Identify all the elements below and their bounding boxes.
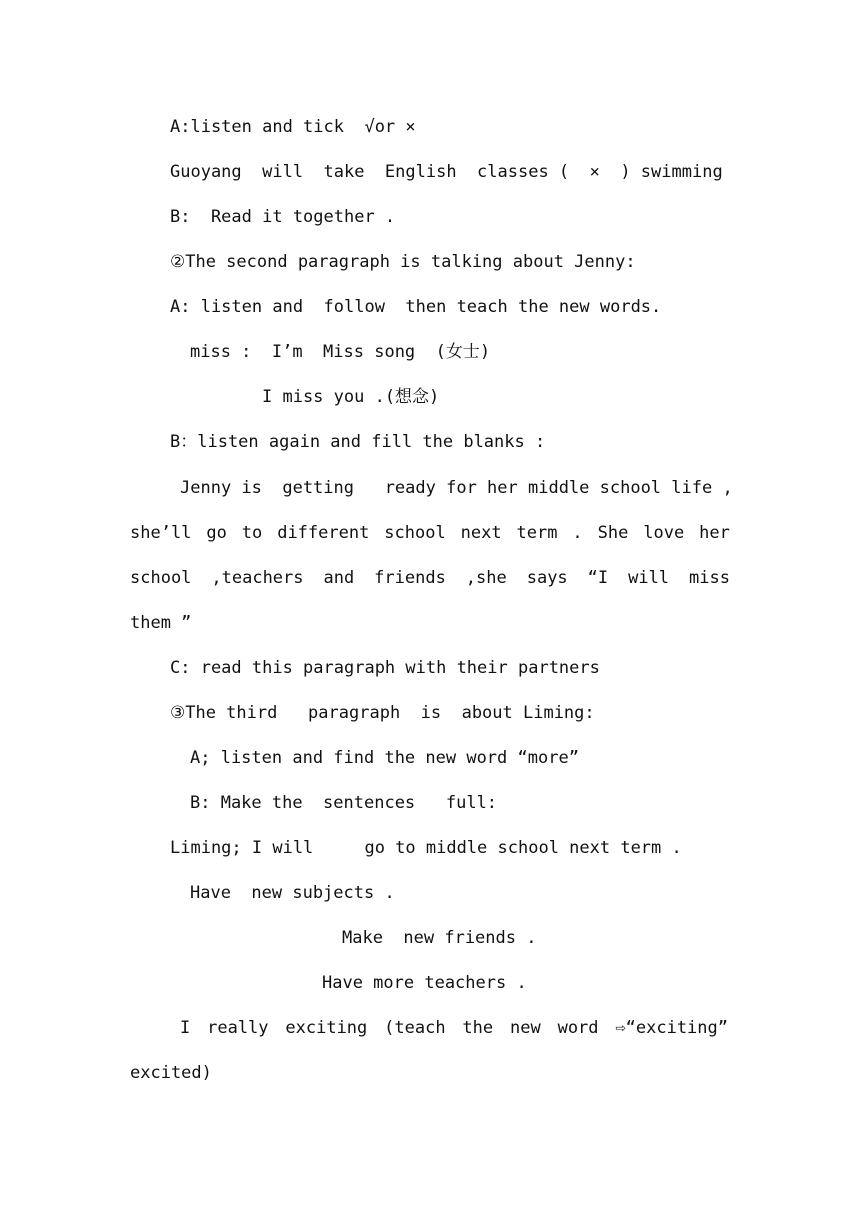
word: miss [689,568,730,588]
jenny-paragraph-line-1: Jenny is getting ready for her middle school life , [180,478,733,498]
word: school [384,523,446,543]
word: I [180,1018,191,1038]
word: go [206,523,227,543]
word: says [526,568,568,588]
instruction-listen-tick: A:listen and tick √or × [170,117,416,137]
word: and [323,568,355,588]
instruction-find-word: A; listen and find the new word “more” [190,748,579,768]
liming-teachers: Have more teachers . [322,973,527,993]
liming-friends: Make new friends . [342,928,537,948]
third-paragraph-heading: ③The third paragraph is about Liming: [170,703,595,723]
word: new [510,1018,541,1038]
word: school [130,568,192,588]
liming-subjects: Have new subjects . [190,883,395,903]
word: . [572,523,583,543]
word-miss-example-1: miss : I’m Miss song (女士) [190,342,491,362]
word: really [207,1018,269,1038]
word: will [628,568,670,588]
word: the [462,1018,494,1038]
jenny-paragraph-line-3 [130,566,730,590]
word: word [557,1018,599,1038]
word: She [597,523,629,543]
instruction-fill-blanks: B：listen again and fill the blanks : [170,432,546,452]
instruction-make-sentences: B: Make the sentences full: [190,793,498,813]
word: love [643,523,685,543]
word: next [460,523,502,543]
instruction-listen-follow: A: listen and follow then teach the new words. [170,297,662,317]
arrow-word-group [615,1016,728,1040]
instruction-read-together: B: Read it together . [170,207,396,227]
word: “I [587,568,609,588]
exciting-line [180,1016,728,1040]
word: (teach [384,1018,446,1038]
word: different [277,523,370,543]
word: her [699,523,730,543]
arrow-right-icon: ⇨ [615,1018,626,1038]
liming-sentence: Liming; I will go to middle school next term . [170,838,682,858]
instruction-read-partners: C: read this paragraph with their partners [170,658,600,678]
word: she’ll [130,523,192,543]
word: to [241,523,263,543]
word-miss-example-2: I miss you .(想念) [262,387,440,407]
word: friends [374,568,446,588]
second-paragraph-heading: ②The second paragraph is talking about Jenny: [170,252,636,272]
word: “exciting” [625,1018,728,1038]
word: exciting [285,1018,368,1038]
word: ,she [465,568,507,588]
word: ,teachers [211,568,304,588]
guoyang-sentence: Guoyang will take English classes ( × ) swimming [170,162,723,182]
excited-line: excited) [130,1063,212,1083]
jenny-paragraph-line-2 [130,521,730,545]
jenny-paragraph-line-4: them ” [130,613,192,633]
word: term [516,523,558,543]
